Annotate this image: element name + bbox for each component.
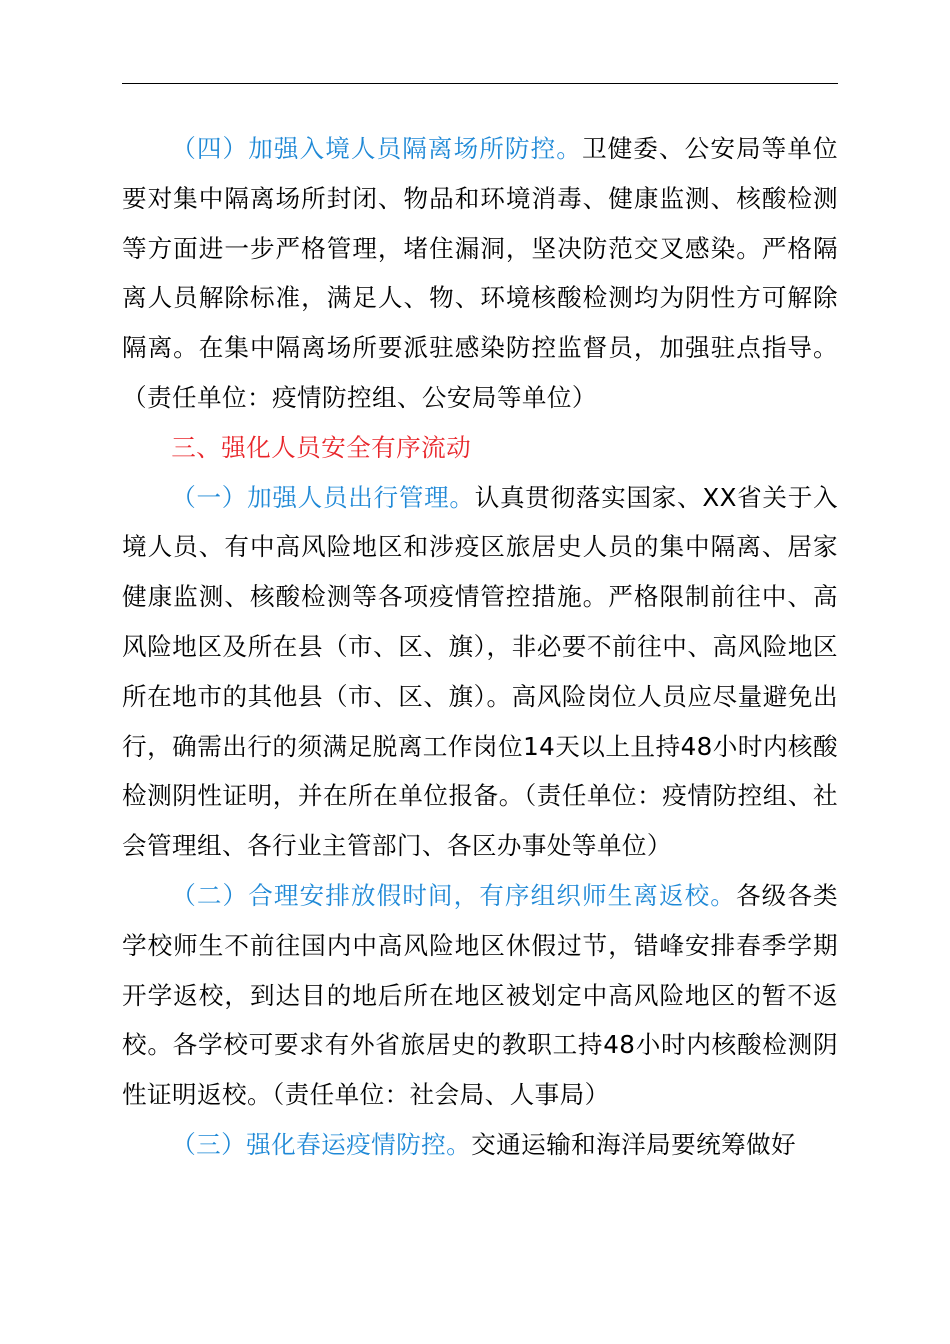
paragraph-isolation-sites <box>122 124 838 423</box>
section-heading-personnel-flow: 三、强化人员安全有序流动 <box>171 432 472 462</box>
paragraph-spring-transport <box>122 1120 838 1170</box>
header-rule <box>122 83 838 84</box>
paragraph-text: 各级各类学校师生不前往国内中高风险地区休假过节，错峰安排春季学期开学返校，到达目的地后所在地区被划定中高风险地区的暂不返校。各学校可要求有外省旅居史的教职工持48小时内核酸检测阴性证明返校。（责任单位：社会局、人事局） <box>122 880 838 1110</box>
subheading-school-holidays: （二）合理安排放假时间，有序组织师生离返校。 <box>171 880 736 910</box>
paragraph-text: 交通运输和海洋局要统筹做好 <box>471 1129 797 1159</box>
paragraph-text: 卫健委、公安局等单位要对集中隔离场所封闭、物品和环境消毒、健康监测、核酸检测等方面进一步严格管理，堵住漏洞，坚决防范交叉感染。严格隔离人员解除标准，满足人、物、环境核酸检测均为阴性方可解除隔离。在集中隔离场所要派驻感染防控监督员，加强驻点指导。（责任单位：疫情防控组、公安局等单位） <box>122 134 838 412</box>
subheading-isolation-sites: （四）加强入境人员隔离场所防控。 <box>171 134 582 163</box>
document-body <box>122 124 838 1170</box>
paragraph-travel-management <box>122 473 838 871</box>
paragraph-text: 认真贯彻落实国家、XX省关于入境人员、有中高风险地区和涉疫区旅居史人员的集中隔离、居家健康监测、核酸检测等各项疫情管控措施。严格限制前往中、高风险地区及所在县（市、区、旗），非必要不前往中、高风险地区所在地市的其他县（市、区、旗）。高风险岗位人员应尽量避免出行，确需出行的须满足脱离工作岗位14天以上且持48小时内核酸检测阴性证明，并在所在单位报备。（责任单位：疫情防控组、社会管理组、各行业主管部门、各区办事处等单位） <box>122 482 838 861</box>
paragraph-school-holidays <box>122 871 838 1120</box>
subheading-spring-transport: （三）强化春运疫情防控。 <box>171 1129 472 1159</box>
subheading-travel-management: （一）加强人员出行管理。 <box>171 482 475 512</box>
